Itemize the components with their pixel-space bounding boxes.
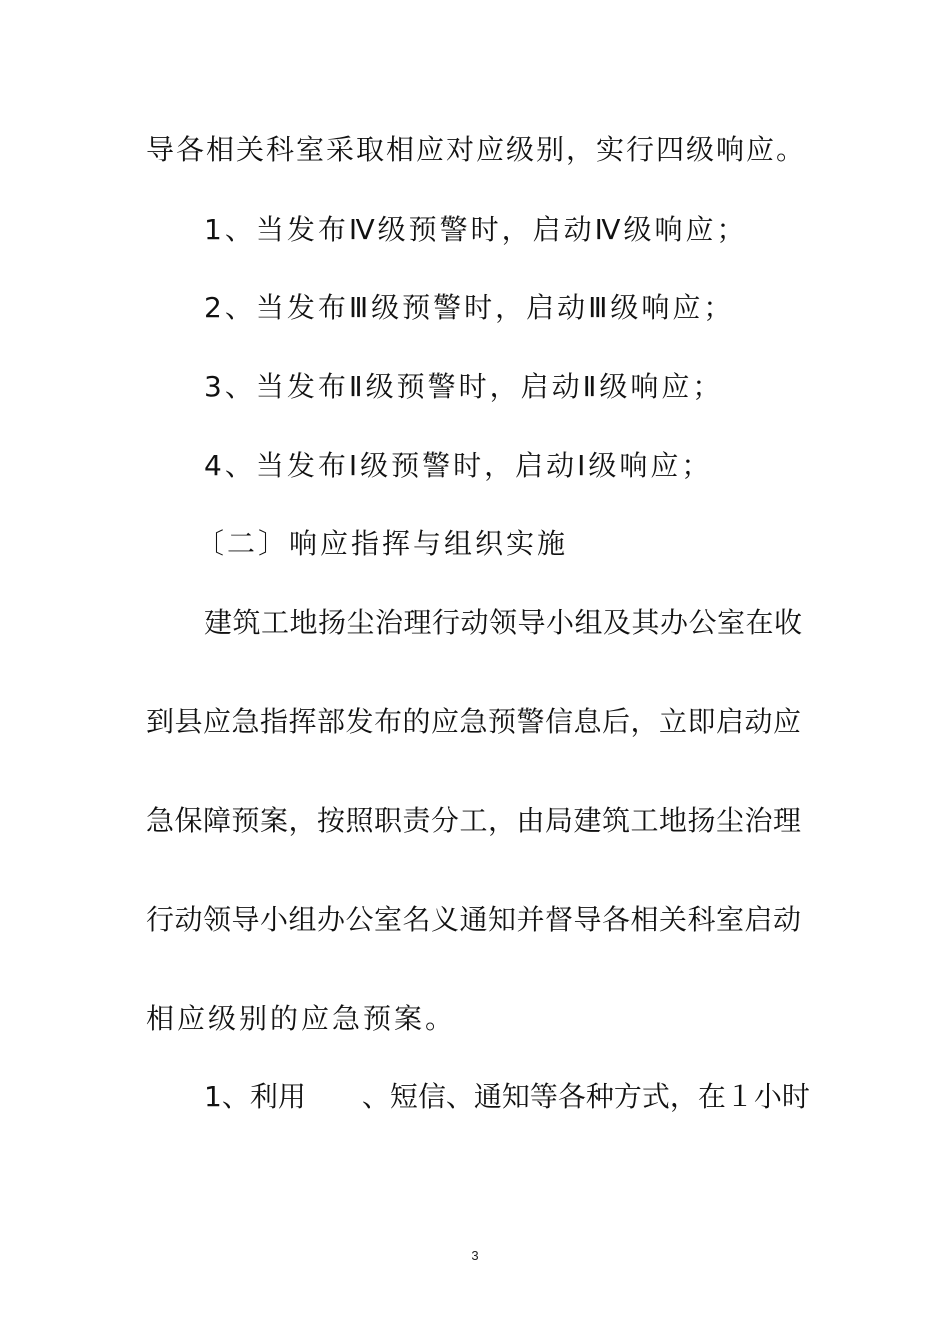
- paragraph-line: 急保障预案，按照职责分工，由局建筑工地扬尘治理: [146, 804, 802, 837]
- paragraph-line: 建筑工地扬尘治理行动领导小组及其办公室在收: [204, 606, 803, 639]
- paragraph-line: 相应级别的应急预案。: [146, 1002, 457, 1035]
- list-item: 1、利用 、短信、通知等各种方式，在１小时: [204, 1080, 810, 1113]
- paragraph-line: 导各相关科室采取相应对应级别，实行四级响应。: [146, 133, 807, 166]
- page-number: 3: [471, 1248, 479, 1263]
- list-item: 2、当发布Ⅲ级预警时，启动Ⅲ级响应；: [204, 291, 735, 324]
- list-item: 1、当发布Ⅳ级预警时，启动Ⅳ级响应；: [204, 213, 748, 246]
- list-item: 4、当发布Ⅰ级预警时，启动Ⅰ级响应；: [204, 449, 713, 482]
- paragraph-line: 到县应急指挥部发布的应急预警信息后，立即启动应: [146, 705, 802, 738]
- section-heading: 〔二〕响应指挥与组织实施: [196, 527, 569, 560]
- paragraph-line: 行动领导小组办公室名义通知并督导各相关科室启动: [146, 903, 802, 936]
- list-item: 3、当发布Ⅱ级预警时，启动Ⅱ级响应；: [204, 370, 724, 403]
